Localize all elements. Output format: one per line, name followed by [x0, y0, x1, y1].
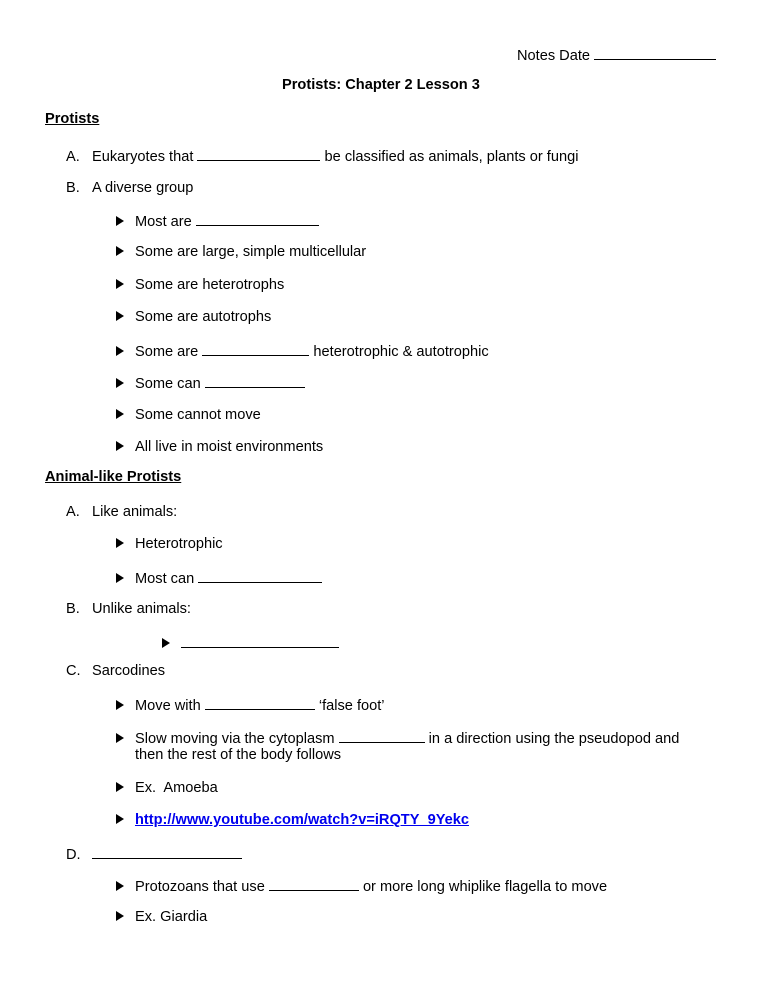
youtube-video-link[interactable]: http://www.youtube.com/watch?v=iRQTY_9Yekc: [135, 812, 469, 828]
fill-blank: [196, 211, 319, 226]
list-item: [116, 341, 489, 361]
fill-blank: [205, 695, 315, 710]
fill-blank: [202, 341, 309, 356]
animal-like-item-b: [66, 600, 191, 618]
item-label: C.: [66, 663, 81, 679]
bullet-text-before: Some are: [135, 344, 199, 360]
item-label: D.: [66, 847, 81, 863]
bullet-text-after: heterotrophic & autotrophic: [313, 344, 489, 360]
list-item: [162, 633, 339, 653]
bullet-text-after: or more long whiplike flagella to move: [362, 879, 608, 895]
list-item: [116, 438, 323, 456]
bullet-text: Some can: [135, 376, 201, 392]
bullet-arrow-icon: [116, 346, 124, 356]
list-item: [116, 243, 366, 261]
list-item: [116, 276, 284, 294]
item-text: Like animals:: [92, 504, 178, 520]
bullet-text: Most are: [135, 214, 192, 230]
bullet-text-before: Move with: [135, 698, 201, 714]
fill-blank: [198, 568, 322, 583]
bullet-arrow-icon: [116, 538, 124, 548]
list-item: [116, 779, 218, 797]
bullet-arrow-icon: [162, 638, 170, 648]
item-text: Unlike animals:: [92, 601, 191, 617]
fill-blank: [181, 633, 339, 648]
bullet-text-before: Slow moving via the cytoplasm: [135, 731, 335, 747]
bullet-text-before: Protozoans that use: [135, 879, 265, 895]
item-text-after: be classified as animals, plants or fungi: [324, 149, 579, 165]
list-item-continuation: then the rest of the body follows: [135, 747, 342, 763]
bullet-arrow-icon: [116, 378, 124, 388]
fill-blank: [197, 146, 320, 161]
item-text: Sarcodines: [92, 663, 166, 679]
item-text-before: Eukaryotes that: [92, 149, 194, 165]
section-heading-protists: Protists: [45, 111, 100, 127]
fill-blank: [339, 728, 425, 743]
notes-date-line: [517, 45, 716, 65]
bullet-arrow-icon: [116, 311, 124, 321]
item-label: B.: [66, 180, 80, 196]
item-label: A.: [66, 504, 80, 520]
list-item: [116, 308, 271, 326]
fill-blank: [92, 844, 242, 859]
item-text: A diverse group: [92, 180, 194, 196]
protists-item-b: [66, 179, 193, 197]
bullet-text: Ex. Giardia: [135, 909, 208, 925]
animal-like-item-d: [66, 844, 242, 864]
bullet-text: Some are autotrophs: [135, 309, 272, 325]
bullet-arrow-icon: [116, 573, 124, 583]
notes-date-label: Notes Date: [517, 48, 591, 64]
bullet-text: Some are heterotrophs: [135, 277, 285, 293]
bullet-text: Some are large, simple multicellular: [135, 244, 367, 260]
bullet-text: Most can: [135, 571, 195, 587]
list-item: [116, 535, 223, 553]
bullet-arrow-icon: [116, 814, 124, 824]
list-item: [116, 373, 305, 393]
bullet-arrow-icon: [116, 782, 124, 792]
list-item: [116, 211, 319, 231]
bullet-text: All live in moist environments: [135, 439, 324, 455]
bullet-text-after: in a direction using the pseudopod and: [428, 731, 680, 747]
page-title: Protists: Chapter 2 Lesson 3: [282, 77, 480, 93]
bullet-text: Heterotrophic: [135, 536, 223, 552]
bullet-arrow-icon: [116, 279, 124, 289]
animal-like-item-a: [66, 503, 177, 521]
bullet-arrow-icon: [116, 441, 124, 451]
animal-like-item-c: [66, 662, 165, 680]
item-label: B.: [66, 601, 80, 617]
bullet-arrow-icon: [116, 409, 124, 419]
bullet-arrow-icon: [116, 700, 124, 710]
bullet-arrow-icon: [116, 733, 124, 743]
list-item: [116, 908, 207, 926]
list-item: [116, 728, 679, 748]
bullet-text-after: ‘false foot’: [318, 698, 385, 714]
item-label: A.: [66, 149, 80, 165]
bullet-arrow-icon: [116, 216, 124, 226]
list-item: [116, 568, 322, 588]
protists-item-a: [66, 146, 578, 166]
fill-blank: [205, 373, 305, 388]
bullet-arrow-icon: [116, 246, 124, 256]
bullet-text: Ex. Amoeba: [135, 780, 218, 796]
bullet-arrow-icon: [116, 881, 124, 891]
list-item: [116, 695, 385, 715]
list-item: [116, 406, 261, 424]
fill-blank: [269, 876, 359, 891]
bullet-text: Some cannot move: [135, 407, 261, 423]
list-item: [116, 876, 607, 896]
bullet-arrow-icon: [116, 911, 124, 921]
notes-date-blank: [594, 45, 716, 60]
section-heading-animal-like: Animal-like Protists: [45, 469, 182, 485]
list-item: [116, 811, 469, 829]
